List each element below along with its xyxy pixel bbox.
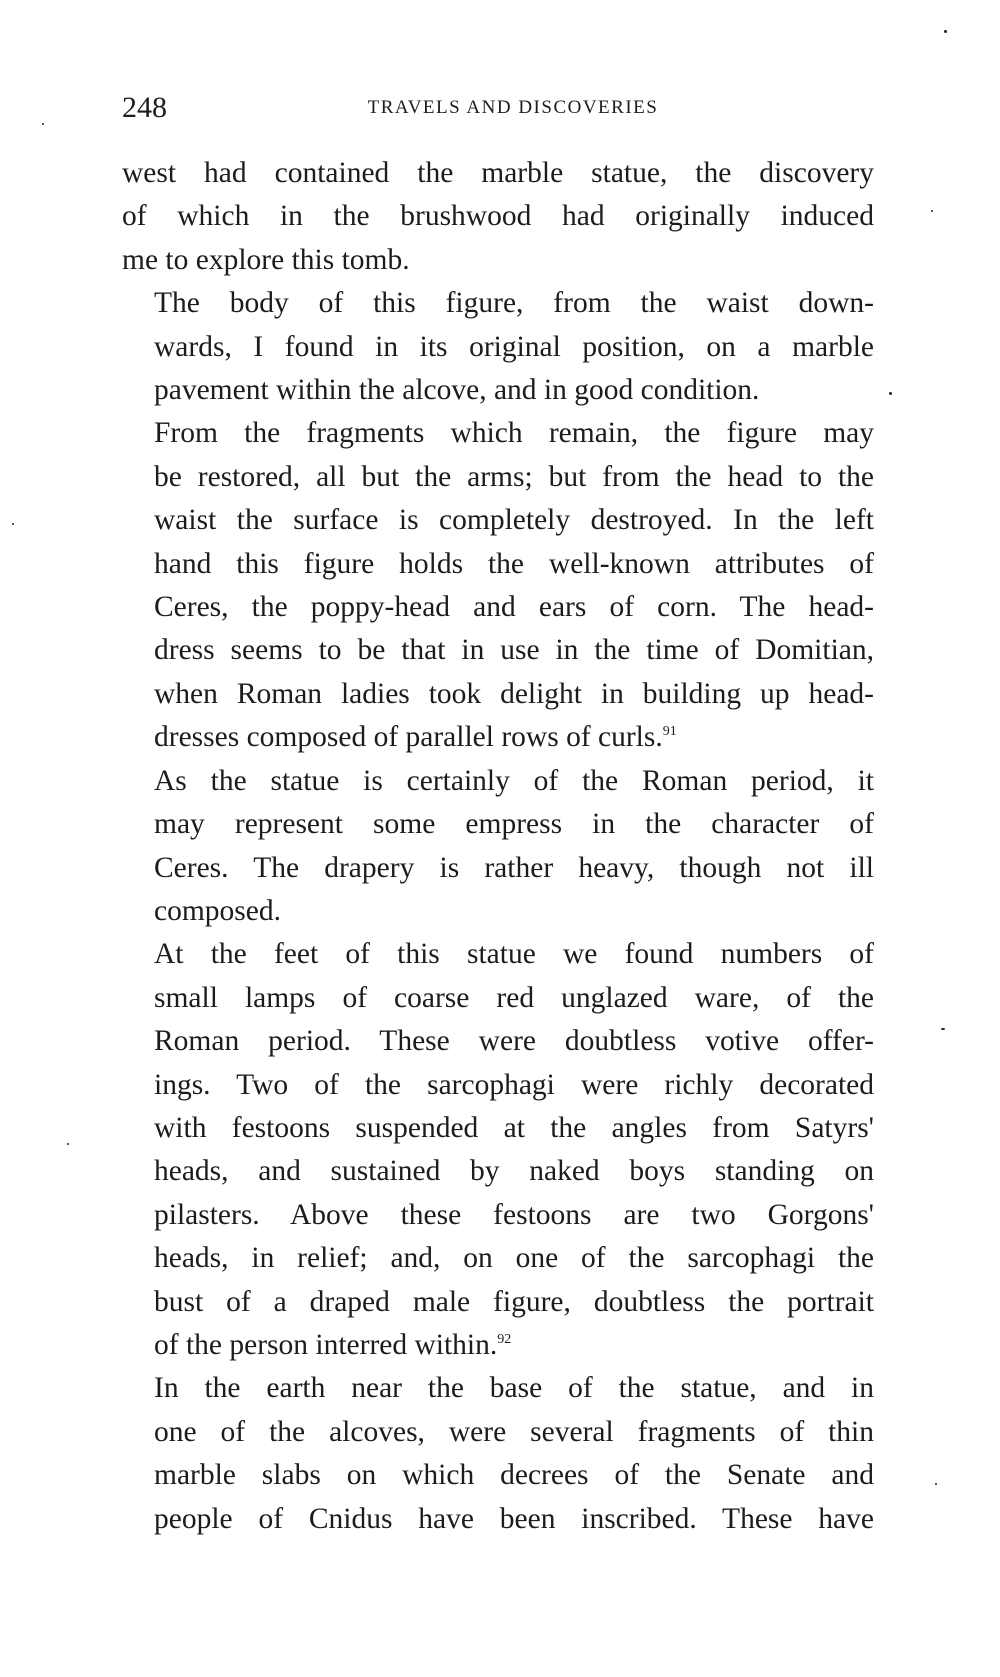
line-text: of which in the brushwood had originally induced [122,200,874,233]
scan-speck [42,123,44,125]
text-line [122,1237,874,1280]
text-line [122,239,874,282]
text-line [122,543,874,586]
text-line [122,326,874,369]
paragraph [122,152,874,282]
text-line [122,1367,874,1410]
scan-speck [935,1483,937,1485]
line-text: west had contained the marble statue, the discovery [122,157,874,189]
scan-speck [931,210,933,212]
line-text: one of the alcoves, were several fragments of thin [154,1415,874,1448]
paragraph [122,282,874,412]
line-text: heads, and sustained by naked boys standing on [154,1155,874,1188]
text-line [122,499,874,542]
text-line [122,456,874,499]
text-line [122,673,874,716]
line-text: bust of a draped male figure, doubtless the portrait [154,1285,874,1318]
text-line [122,933,874,976]
text-line [122,1107,874,1150]
scan-speck [941,1028,945,1030]
line-text: composed. [154,894,281,927]
line-text: wards, I found in its original position, on a marble [154,330,874,363]
text-line [122,1064,874,1107]
text-line [122,412,874,455]
line-text: people of Cnidus have been inscribed. These have [154,1502,874,1535]
line-text: with festoons suspended at the angles from Satyrs' [154,1111,874,1144]
text-line [122,760,874,803]
scan-speck [12,523,14,525]
text-line [122,890,874,933]
line-text: waist the surface is completely destroyed. In the left [154,504,874,537]
line-text: Ceres. The drapery is rather heavy, though not ill [154,851,874,884]
text-line [122,152,874,195]
text-line [122,1281,874,1324]
line-text: As the statue is certainly of the Roman period, it [154,764,874,797]
text-line [122,1498,874,1541]
text-line [122,977,874,1020]
paragraph [122,760,874,934]
line-text: From the fragments which remain, the figure may [154,417,874,450]
line-text: hand this figure holds the well-known attributes of [154,547,874,580]
line-text: dresses composed of parallel rows of curls. [154,721,663,754]
paragraph [122,933,874,1367]
text-line [122,803,874,846]
line-text: may represent some empress in the character of [154,808,874,841]
text-line [122,629,874,672]
text-line [122,195,874,238]
line-text: heads, in relief; and, on one of the sarcophagi the [154,1242,874,1275]
paragraph [122,412,874,759]
footnote-marker: 91 [662,724,677,740]
line-text: of the person interred within. [154,1328,498,1361]
running-title: TRAVELS AND DISCOVERIES [367,97,659,118]
text-line [122,1454,874,1497]
text-line [122,1020,874,1063]
line-text: Ceres, the poppy-head and ears of corn. The head- [154,591,874,624]
line-text: me to explore this tomb. [122,243,410,276]
scan-speck [889,392,892,395]
text-line [122,282,874,325]
line-text: small lamps of coarse red unglazed ware, of the [154,981,874,1014]
line-text: pilasters. Above these festoons are two Gorgons' [154,1198,874,1231]
line-text: be restored, all but the arms; but from the head to the [154,460,874,493]
text-line [122,1411,874,1454]
line-text: when Roman ladies took delight in building up head- [154,677,874,710]
line-text: The body of this figure, from the waist down- [154,287,874,320]
text-line [122,1194,874,1237]
line-text: pavement within the alcove, and in good condition. [154,374,760,407]
text-line [122,1150,874,1193]
line-text: marble slabs on which decrees of the Senate and [154,1459,874,1492]
line-text: In the earth near the base of the statue, and in [154,1372,874,1405]
scan-speck [67,1143,69,1145]
text-line [122,847,874,890]
body-text [122,152,874,1541]
line-text: Roman period. These were doubtless votive offer- [154,1025,874,1058]
line-text: ings. Two of the sarcophagi were richly decorated [154,1068,874,1101]
text-line [122,716,874,759]
text-line [122,1324,874,1367]
line-text: At the feet of this statue we found numbers of [154,938,874,971]
paragraph [122,1367,874,1541]
footnote-marker: 92 [497,1332,512,1348]
text-line [122,586,874,629]
page-header [122,88,874,128]
scan-speck [944,30,947,33]
page-number: 248 [122,91,167,124]
text-line [122,369,874,412]
line-text: dress seems to be that in use in the time of Domitian, [154,634,874,667]
